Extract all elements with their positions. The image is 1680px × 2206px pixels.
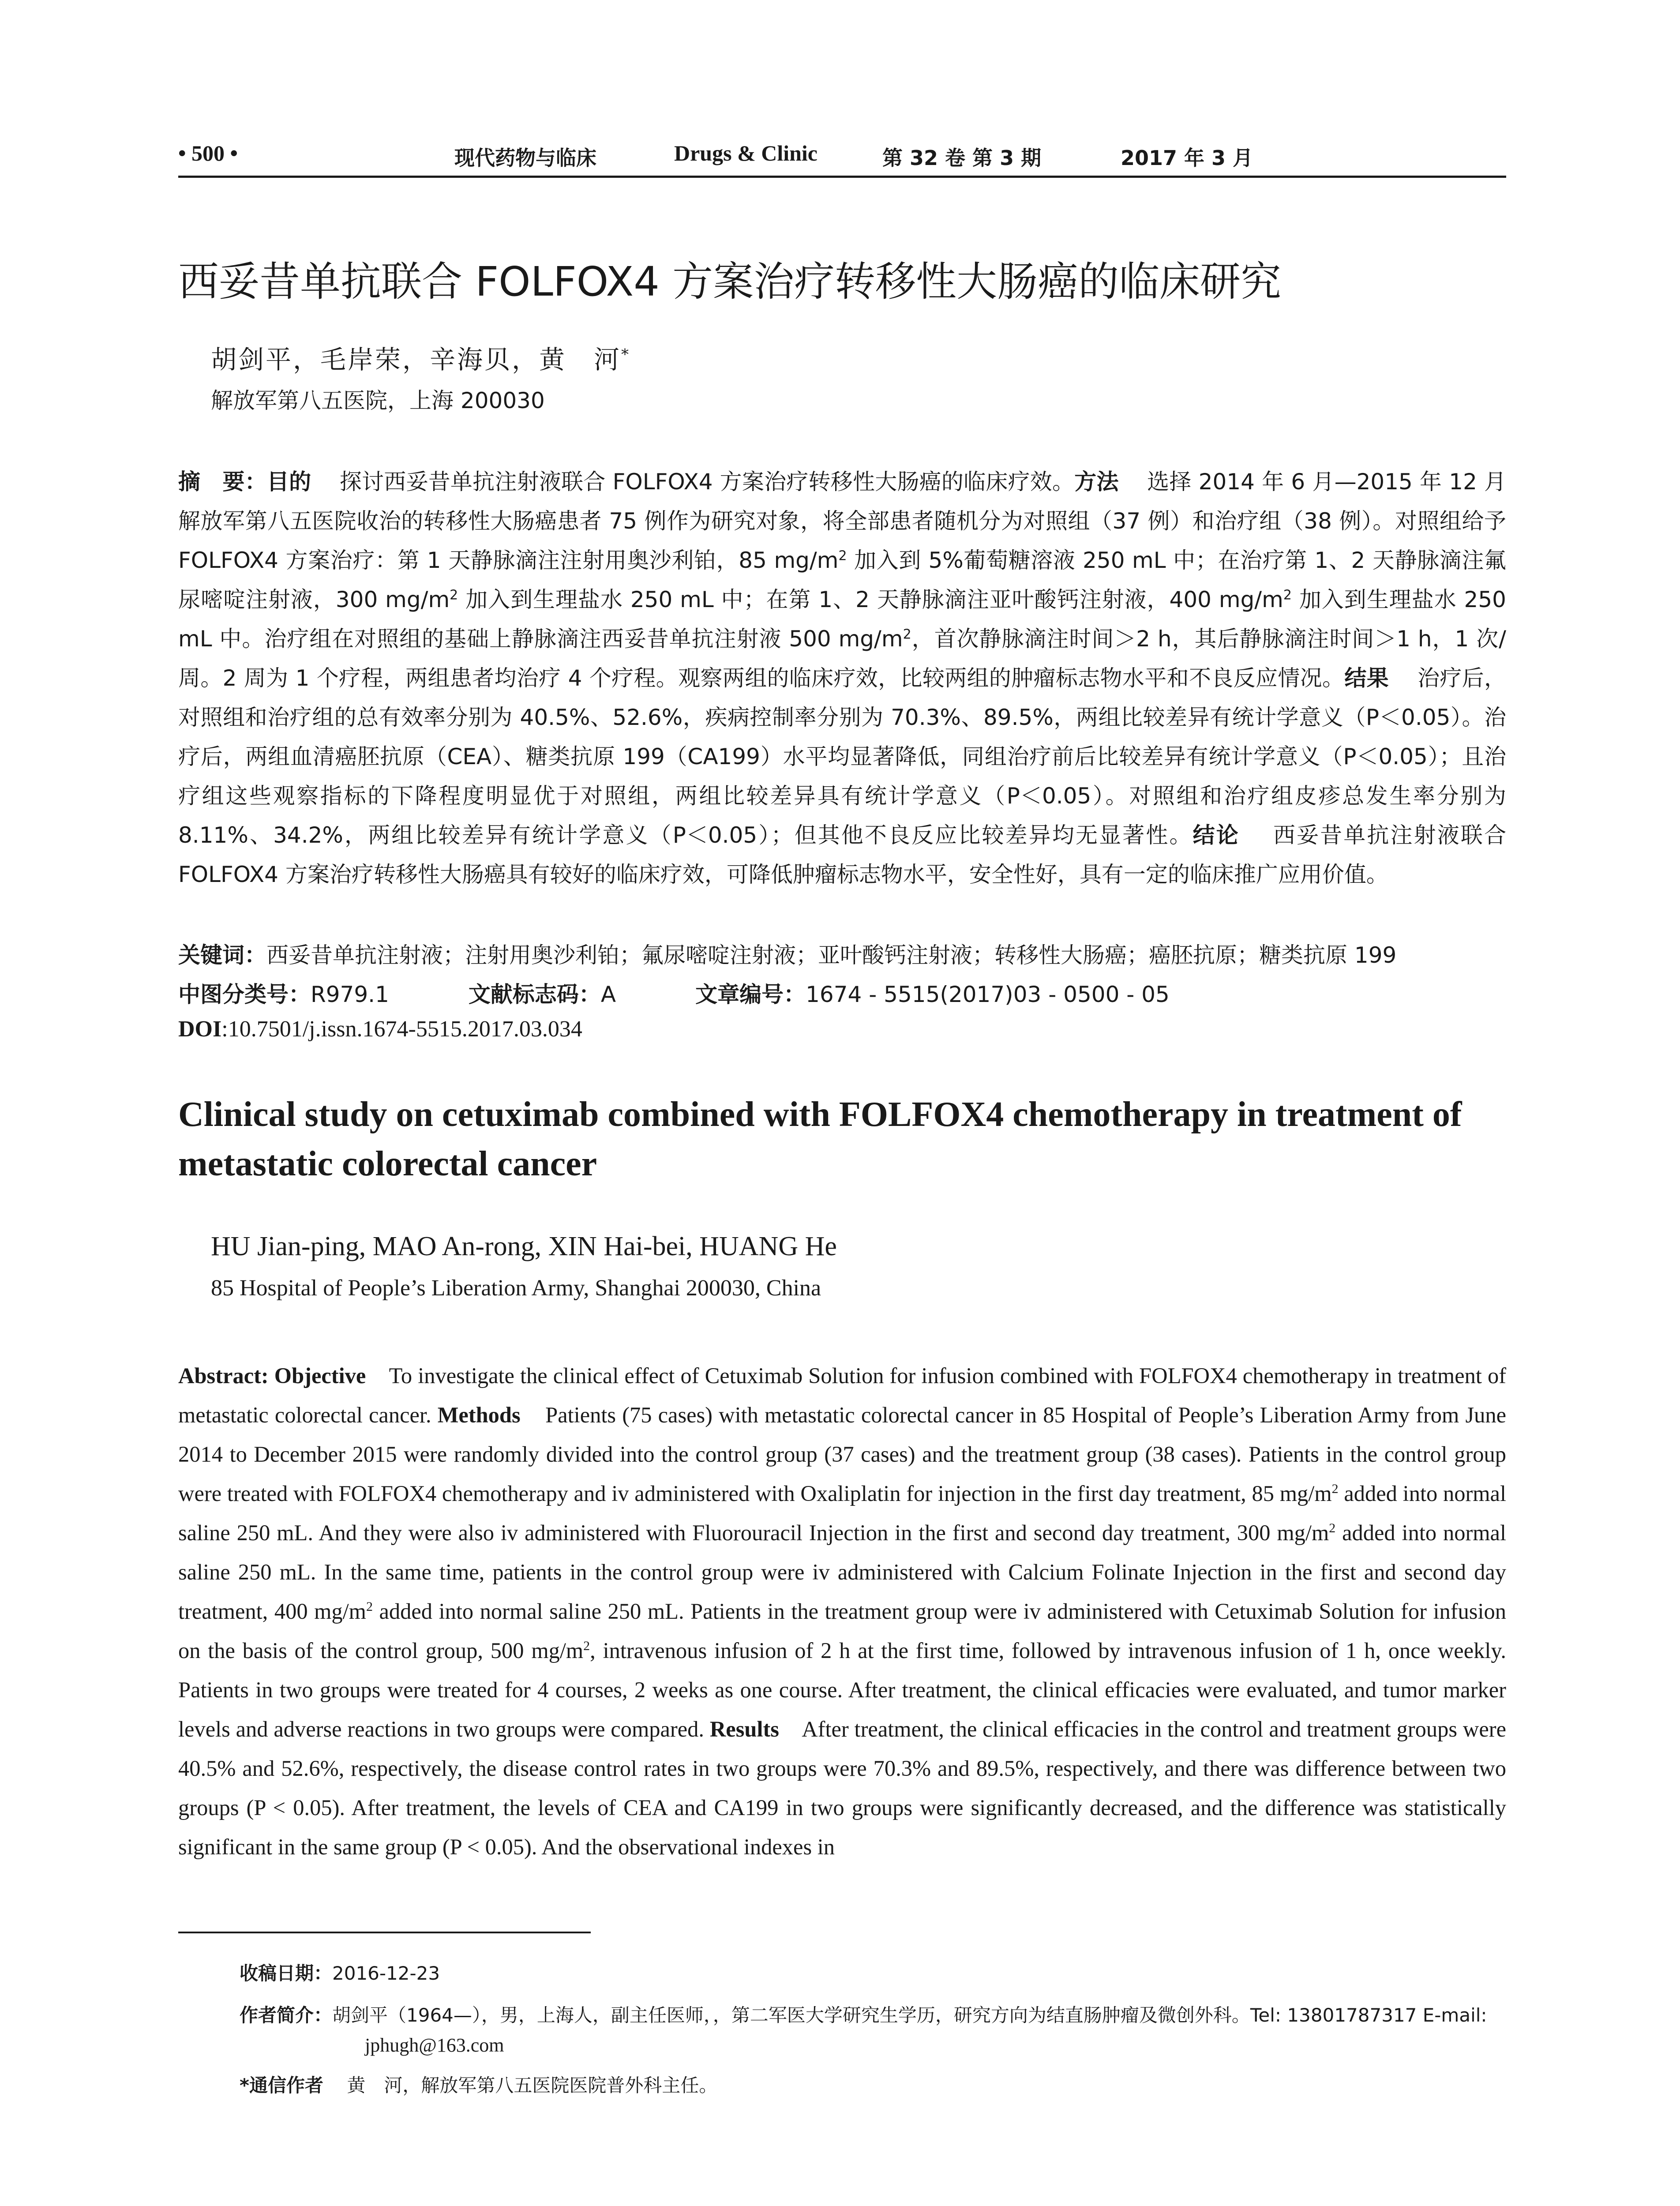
methods-en-2: added into normal saline 250 mL. And they were also iv administered with Fluorouracil Injection in the first and second day treatment, 300 mg/m [178, 1481, 1506, 1545]
results-en: After treatment, the clinical efficacies in the control and treatment groups were 40.5% and 52.6%, respectively, the disease control rates in two groups were 70.3% and 89.5%, respectively, and there was difference between two groups (P < 0.05). After treatment, the levels of CEA and CA199 in two groups were significantly decreased, and the difference was statistically significant in the same group (P < 0.05). And the observational indexes in [178, 1717, 1506, 1859]
corresponding-author [240, 2071, 717, 2097]
keywords [178, 938, 1396, 969]
corresponding-label: *通信作者 [240, 2075, 323, 2096]
superscript: 2 [903, 627, 911, 642]
keywords-text: 西妥昔单抗注射液；注射用奥沙利铂；氟尿嘧啶注射液；亚叶酸钙注射液；转移性大肠癌；癌胚抗原；糖类抗原 199 [266, 942, 1397, 968]
methods-en-4: added into normal saline 250 mL. Patients in the treatment group were iv administered with Cetuximab Solution for infusion on the basis of the control group, 500 mg/m [178, 1599, 1506, 1663]
doi-value: :10.7501/j.issn.1674-5515.2017.03.034 [221, 1017, 582, 1042]
results-label-en: Results [709, 1717, 779, 1741]
article-no-label: 文章编号： [695, 982, 806, 1007]
received-date [240, 1959, 440, 1985]
footnote-rule [178, 1932, 591, 1933]
classification-line [178, 977, 1170, 1009]
author-bio-label: 作者简介： [240, 2004, 333, 2026]
article-no-value: 1674 - 5515(2017)03 - 0500 - 05 [806, 982, 1170, 1007]
received-value: 2016-12-23 [332, 1962, 440, 1984]
clc-value: R979.1 [311, 982, 389, 1007]
abstract-en-label: Abstract: Objective [178, 1363, 366, 1388]
methods-cn-3: 加入到生理盐水 250 mL 中；在第 1、2 天静脉滴注亚叶酸钙注射液，400 mg/m [458, 587, 1283, 612]
abstract-en [178, 1356, 1506, 1867]
superscript: 2 [1283, 587, 1292, 603]
superscript: 2 [1329, 1521, 1336, 1536]
superscript: 2 [583, 1639, 590, 1654]
clc-label: 中图分类号： [178, 982, 311, 1007]
volume-issue: 第 32 卷 第 3 期 [882, 146, 1042, 170]
conclusion-cn: 西妥昔单抗注射液联合 FOLFOX4 方案治疗转移性大肠癌具有较好的临床疗效，可降低肿瘤标志物水平，安全性好，具有一定的临床推广应用价值。 [178, 822, 1507, 887]
methods-en-1: Patients (75 cases) with metastatic colorectal cancer in 85 Hospital of People’s Liberation Army from June 2014 to December 2015 were randomly divided into the control group (37 cases) and the treatment group (38 cases). Patients in the control group were treated with FOLFOX4 chemotherapy and iv administered with Oxaliplatin for injection in the first day treatment, 85 mg/m [178, 1403, 1507, 1506]
doc-code-label: 文献标志码： [468, 982, 601, 1007]
methods-cn-4: 加入到生理盐水 250 mL 中。治疗组在对照组的基础上静脉滴注西妥昔单抗注射液 500 mg/m [178, 587, 1506, 652]
issue-date: 2017 年 3 月 [1121, 146, 1253, 170]
objective-en: To investigate the clinical effect of Cetuximab Solution for infusion combined with FOLFOX4 chemotherapy in treatment of metastatic colorectal cancer. [178, 1363, 1507, 1427]
title-cn: 西妥昔单抗联合 FOLFOX4 方案治疗转移性大肠癌的临床研究 [178, 258, 1282, 305]
methods-cn-1: 选择 2014 年 6 月—2015 年 12 月解放军第八五医院收治的转移性大肠癌患者 75 例作为研究对象，将全部患者随机分为对照组（37 例）和治疗组（38 例）。对照组给予 FOLFOX4 方案治疗：第 1 天静脉滴注注射用奥沙利铂，85 mg/m [178, 469, 1507, 573]
methods-en-5: , intravenous infusion of 2 h at the first time, followed by intravenous infusion of 1 h, once weekly. Patients in two groups were treated for 4 courses, 2 weeks as one course. After treatment, the clinical efficacies were evaluated, and tumor marker levels and adverse reactions in two groups were compared. [178, 1638, 1506, 1741]
author-bio-text: 胡剑平（1964—），男，上海人，副主任医师，，第二军医大学研究生学历，研究方向为结直肠肿瘤及微创外科。Tel: 13801787317 E-mail: [332, 2004, 1487, 2026]
received-label: 收稿日期： [240, 1962, 333, 1984]
doc-code-value: A [600, 982, 616, 1007]
authors-cn-names: 胡剑平，毛岸荣，辛海贝，黄 河 [211, 345, 622, 375]
objective-cn: 探讨西妥昔单抗注射液联合 FOLFOX4 方案治疗转移性大肠癌的临床疗效。 [339, 469, 1075, 495]
authors-cn [211, 339, 630, 376]
superscript: 2 [450, 587, 458, 603]
journal-name-cn: 现代药物与临床 [454, 146, 596, 170]
superscript: 2 [1331, 1482, 1339, 1497]
results-cn: 治疗后，对照组和治疗组的总有效率分别为 40.5%、52.6%，疾病控制率分别为 70.3%、89.5%，两组比较差异有统计学意义（P＜0.05）。治疗后，两组血清癌胚抗原（CEA）、糖类抗原 199（CA199）水平均显著降低，同组治疗前后比较差异有统计学意义（P＜0.05）；且治疗组这些观察指标的下降程度明显优于对照组，两组比较差异具有统计学意义（P＜0.05）。对照组和治疗组皮疹总发生率分别为 8.11%、34.2%，两组比较差异有统计学意义（P＜0.05）；但其他不良反应比较差异均无显著性。 [178, 665, 1507, 848]
affiliation-cn: 解放军第八五医院，上海 200030 [211, 388, 545, 413]
title-en: Clinical study on cetuximab combined with FOLFOX4 chemotherapy in treatment of metastatic colorectal cancer [178, 1095, 1462, 1183]
header-rule [178, 176, 1506, 178]
page-number: • 500 • [178, 141, 238, 165]
methods-en-3: added into normal saline 250 mL. In the same time, patients in the control group were iv administered with Calcium Folinate Injection in the first and second day treatment, 400 mg/m [178, 1520, 1506, 1624]
doi-label: DOI [178, 1017, 222, 1042]
author-email: jphugh@163.com [365, 2034, 504, 2056]
doi-line [178, 1016, 582, 1042]
authors-en: HU Jian-ping, MAO An-rong, XIN Hai-bei, HUANG He [211, 1231, 837, 1261]
keywords-label: 关键词： [178, 942, 266, 968]
methods-cn-5: ，首次静脉滴注时间＞2 h，其后静脉滴注时间＞1 h，1 次/周。2 周为 1 个疗程，两组患者均治疗 4 个疗程。观察两组的临床疗效，比较两组的肿瘤标志物水平和不良反应情况。 [178, 626, 1506, 691]
superscript: 2 [838, 548, 847, 564]
abstract-cn-label: 摘 要： [178, 469, 267, 495]
methods-label-cn: 方法 [1074, 469, 1119, 495]
methods-label-en: Methods [437, 1403, 521, 1427]
corresponding-mark: * [621, 345, 631, 364]
methods-cn-2: 加入到 5%葡萄糖溶液 250 mL 中；在治疗第 1、2 天静脉滴注氟尿嘧啶注射液，300 mg/m [178, 548, 1506, 612]
abstract-cn [178, 462, 1506, 894]
superscript: 2 [366, 1599, 373, 1614]
results-label-cn: 结果 [1344, 665, 1389, 691]
objective-label-cn: 目的 [266, 469, 311, 495]
author-bio [240, 1997, 1506, 2034]
corresponding-text: 黄 河，解放军第八五医院医院普外科主任。 [347, 2075, 718, 2096]
journal-name-en: Drugs & Clinic [674, 141, 818, 165]
affiliation-en: 85 Hospital of People’s Liberation Army, Shanghai 200030, China [211, 1276, 821, 1301]
conclusion-label-cn: 结论 [1192, 822, 1240, 848]
